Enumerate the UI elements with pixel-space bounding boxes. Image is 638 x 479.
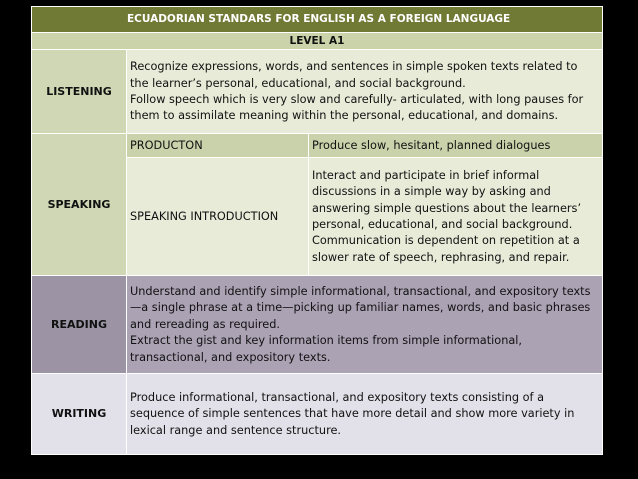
level-label: LEVEL A1 xyxy=(32,33,603,50)
listening-label: LISTENING xyxy=(32,50,127,134)
writing-label: WRITING xyxy=(32,374,127,455)
speaking-production-row xyxy=(32,134,603,158)
reading-description xyxy=(127,276,603,374)
interaction-description: Interact and participate in brief informal discussions in a simple way by asking and answering simple questions about the learners’ personal, educational, and social background. Communication is dependent on repetition at a slower rate of speech, rephrasing, and repair. xyxy=(309,158,603,276)
listening-description xyxy=(127,50,603,134)
title-row xyxy=(32,7,603,33)
production-label: PRODUCTON xyxy=(127,134,309,158)
speaking-label: SPEAKING xyxy=(32,134,127,276)
listening-row xyxy=(32,50,603,134)
listening-text-1: Recognize expressions, words, and sentences in simple spoken texts related to the learner’s personal, educational, and social background. xyxy=(130,60,578,90)
standards-table xyxy=(31,6,603,455)
reading-label: READING xyxy=(32,276,127,374)
interaction-label: SPEAKING INTRODUCTION xyxy=(127,158,309,276)
listening-text-2: Follow speech which is very slow and carefully- articulated, with long pauses for them to assimilate meaning within the personal, educational, and domains. xyxy=(130,92,584,123)
reading-row xyxy=(32,276,603,374)
table-title: ECUADORIAN STANDARS FOR ENGLISH AS A FOREIGN LANGUAGE xyxy=(32,7,603,33)
reading-text-1: Understand and identify simple informational, transactional, and expository texts—a single phrase at a time—picking up familiar names, words, and basic phrases and rereading as required. xyxy=(130,284,591,331)
writing-text-1: Produce informational, transactional, and expository texts consisting of a sequence of simple sentences that have more detail and show more variety in lexical range and sentence structure. xyxy=(130,390,575,437)
writing-row xyxy=(32,374,603,455)
writing-description xyxy=(127,374,603,455)
production-description: Produce slow, hesitant, planned dialogues xyxy=(309,134,603,158)
reading-text-2: Extract the gist and key information items from simple informational, transactional, and expository texts. xyxy=(130,334,523,364)
level-row xyxy=(32,33,603,50)
